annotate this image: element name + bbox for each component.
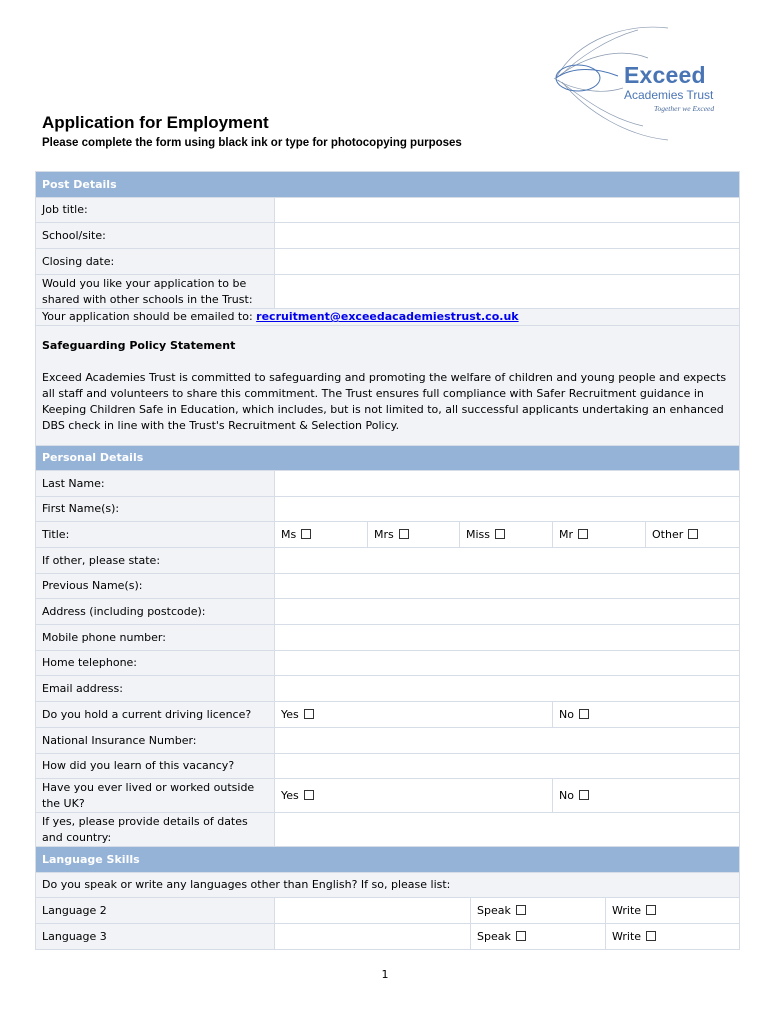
language3-speak-option[interactable] xyxy=(471,924,606,950)
safeguarding-statement xyxy=(36,326,740,446)
checkbox-icon[interactable] xyxy=(399,529,409,539)
language3-write-option[interactable] xyxy=(606,924,740,950)
job-title-label: Job title: xyxy=(36,198,275,223)
mobile-label: Mobile phone number: xyxy=(36,625,275,651)
checkbox-icon[interactable] xyxy=(516,931,526,941)
title-option-miss[interactable] xyxy=(460,522,553,548)
ni-number-label: National Insurance Number: xyxy=(36,728,275,754)
logo-tagline: Together we Exceed xyxy=(654,104,715,113)
checkbox-icon[interactable] xyxy=(304,709,314,719)
title-other-text: Other xyxy=(652,527,684,541)
page-subtitle: Please complete the form using black ink or type for photocopying purposes xyxy=(42,137,462,149)
last-name-label: Last Name: xyxy=(36,471,275,497)
email-field[interactable] xyxy=(275,676,740,702)
checkbox-icon[interactable] xyxy=(688,529,698,539)
checkbox-icon[interactable] xyxy=(495,529,505,539)
language-skills-table xyxy=(35,846,740,950)
address-field[interactable] xyxy=(275,599,740,625)
language3-write-text: Write xyxy=(612,929,642,943)
lived-abroad-yes-text: Yes xyxy=(281,788,299,802)
language3-speak-text: Speak xyxy=(477,929,511,943)
safeguarding-body: Exceed Academies Trust is committed to safeguarding and promoting the welfare of children and young people and expects all staff and volunteers to share this commitment. The Trust ensures full compliance with Safer Recruitment guidance in Keeping Children Safe in Education, which includes, but is not limited to, all successful applicants undertaking an enhanced DBS check in line with the Trust's Recruitment & Selection Policy. xyxy=(42,370,727,432)
address-label: Address (including postcode): xyxy=(36,599,275,625)
previous-names-field[interactable] xyxy=(275,574,740,599)
title-option-mr[interactable] xyxy=(553,522,646,548)
page-title: Application for Employment xyxy=(42,113,269,132)
checkbox-icon[interactable] xyxy=(579,709,589,719)
checkbox-icon[interactable] xyxy=(578,529,588,539)
language2-field[interactable] xyxy=(275,898,471,924)
language3-label: Language 3 xyxy=(36,924,275,950)
title-label: Title: xyxy=(36,522,275,548)
personal-details-table xyxy=(35,445,740,847)
checkbox-icon[interactable] xyxy=(646,931,656,941)
exceed-logo xyxy=(548,18,738,148)
recruitment-email-link[interactable]: recruitment@exceedacademiestrust.co.uk xyxy=(256,310,519,323)
language2-speak-text: Speak xyxy=(477,903,511,917)
job-title-field[interactable] xyxy=(275,198,740,223)
personal-details-header: Personal Details xyxy=(36,446,740,471)
title-ms-text: Ms xyxy=(281,527,297,541)
vacancy-source-label: How did you learn of this vacancy? xyxy=(36,754,275,779)
closing-date-field[interactable] xyxy=(275,249,740,275)
details-field[interactable] xyxy=(275,813,740,847)
last-name-field[interactable] xyxy=(275,471,740,497)
page-number: 1 xyxy=(381,968,389,981)
first-names-label: First Name(s): xyxy=(36,497,275,522)
school-site-field[interactable] xyxy=(275,223,740,249)
mobile-field[interactable] xyxy=(275,625,740,651)
title-mr-text: Mr xyxy=(559,527,574,541)
checkbox-icon[interactable] xyxy=(301,529,311,539)
previous-names-label: Previous Name(s): xyxy=(36,574,275,599)
logo-name: Exceed xyxy=(624,62,706,88)
licence-label: Do you hold a current driving licence? xyxy=(36,702,275,728)
post-details-table xyxy=(35,171,740,446)
licence-yes-text: Yes xyxy=(281,707,299,721)
closing-date-label: Closing date: xyxy=(36,249,275,275)
title-mrs-text: Mrs xyxy=(374,527,394,541)
if-other-label: If other, please state: xyxy=(36,548,275,574)
licence-no-option[interactable] xyxy=(553,702,740,728)
language3-field[interactable] xyxy=(275,924,471,950)
home-phone-field[interactable] xyxy=(275,651,740,676)
safeguarding-heading: Safeguarding Policy Statement xyxy=(42,338,236,352)
checkbox-icon[interactable] xyxy=(516,905,526,915)
title-option-other[interactable] xyxy=(646,522,740,548)
checkbox-icon[interactable] xyxy=(304,790,314,800)
title-option-ms[interactable] xyxy=(275,522,368,548)
if-other-field[interactable] xyxy=(275,548,740,574)
language2-write-text: Write xyxy=(612,903,642,917)
language2-write-option[interactable] xyxy=(606,898,740,924)
language2-speak-option[interactable] xyxy=(471,898,606,924)
title-option-mrs[interactable] xyxy=(368,522,460,548)
checkbox-icon[interactable] xyxy=(646,905,656,915)
language2-label: Language 2 xyxy=(36,898,275,924)
lived-abroad-no-text: No xyxy=(559,788,574,802)
post-details-header: Post Details xyxy=(36,172,740,198)
language-question: Do you speak or write any languages other than English? If so, please list: xyxy=(36,873,740,898)
logo-subname: Academies Trust xyxy=(624,88,714,102)
email-instruction xyxy=(36,309,740,326)
home-phone-label: Home telephone: xyxy=(36,651,275,676)
school-site-label: School/site: xyxy=(36,223,275,249)
details-label: If yes, please provide details of dates and country: xyxy=(36,813,275,847)
lived-abroad-label: Have you ever lived or worked outside the UK? xyxy=(36,779,275,813)
licence-yes-option[interactable] xyxy=(275,702,553,728)
language-skills-header: Language Skills xyxy=(36,847,740,873)
vacancy-source-field[interactable] xyxy=(275,754,740,779)
title-miss-text: Miss xyxy=(466,527,491,541)
share-question-label: Would you like your application to be shared with other schools in the Trust: xyxy=(36,275,275,309)
share-question-field[interactable] xyxy=(275,275,740,309)
ni-number-field[interactable] xyxy=(275,728,740,754)
licence-no-text: No xyxy=(559,707,574,721)
first-names-field[interactable] xyxy=(275,497,740,522)
email-label: Email address: xyxy=(36,676,275,702)
lived-abroad-yes-option[interactable] xyxy=(275,779,553,813)
checkbox-icon[interactable] xyxy=(579,790,589,800)
lived-abroad-no-option[interactable] xyxy=(553,779,740,813)
email-prefix: Your application should be emailed to: xyxy=(42,310,257,323)
